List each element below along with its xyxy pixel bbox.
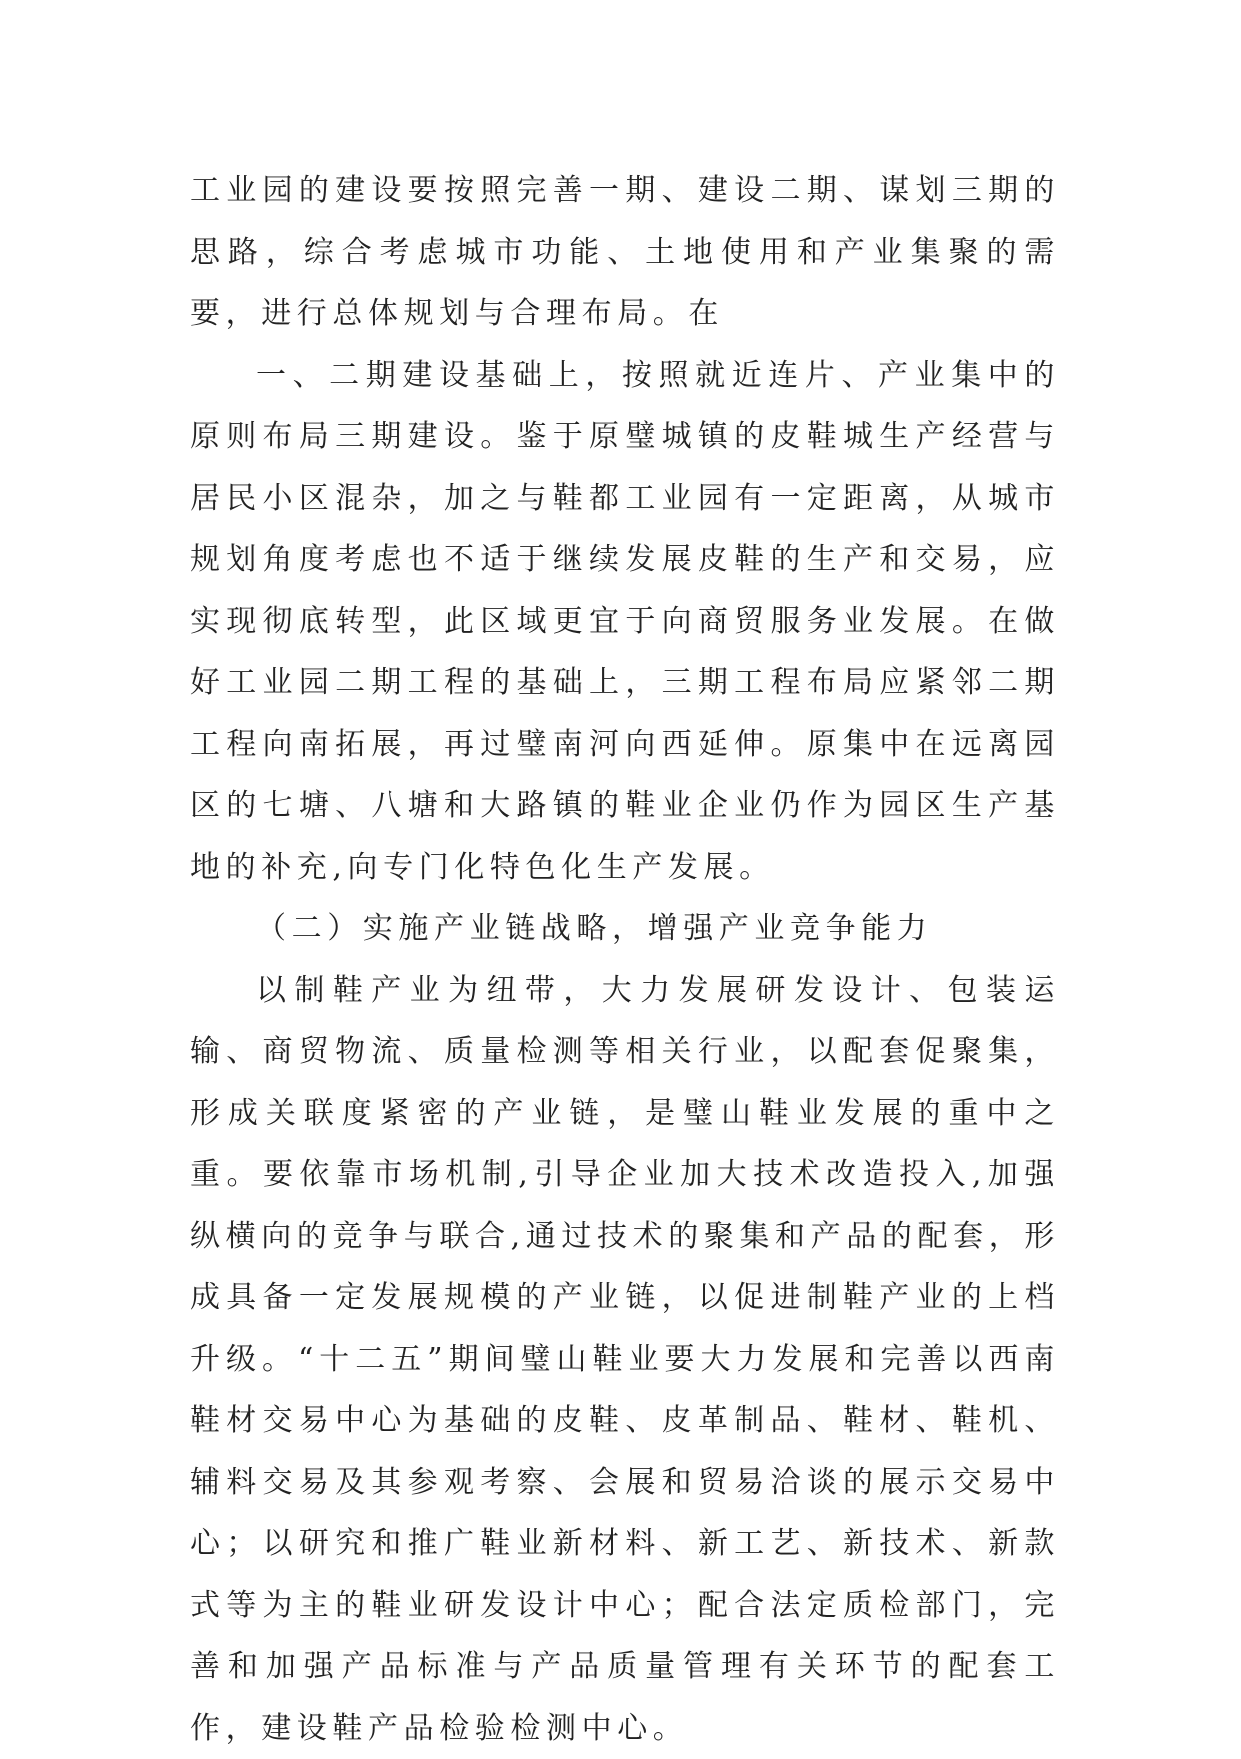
paragraph-intro: 工业园的建设要按照完善一期、建设二期、谋划三期的思路，综合考虑城市功能、土地使用和产业集聚的需要，进行总体规划与合理布局。在 [190, 160, 1060, 345]
section-heading: （二）实施产业链战略，增强产业竞争能力 [190, 898, 1060, 960]
paragraph-layout: 一、二期建设基础上，按照就近连片、产业集中的原则布局三期建设。鉴于原璧城镇的皮鞋城生产经营与居民小区混杂，加之与鞋都工业园有一定距离，从城市规划角度考虑也不适于继续发展皮鞋的生产和交易，应实现彻底转型，此区域更宜于向商贸服务业发展。在做好工业园二期工程的基础上，三期工程布局应紧邻二期工程向南拓展，再过璧南河向西延伸。原集中在远离园区的七塘、八塘和大路镇的鞋业企业仍作为园区生产基地的补充,向专门化特色化生产发展。 [190, 345, 1060, 899]
document-body [190, 160, 1060, 1759]
paragraph-industry-chain: 以制鞋产业为纽带，大力发展研发设计、包装运输、商贸物流、质量检测等相关行业，以配套促聚集，形成关联度紧密的产业链，是璧山鞋业发展的重中之重。要依靠市场机制,引导企业加大技术改造投入,加强纵横向的竞争与联合,通过技术的聚集和产品的配套，形成具备一定发展规模的产业链，以促进制鞋产业的上档升级。“十二五”期间璧山鞋业要大力发展和完善以西南鞋材交易中心为基础的皮鞋、皮革制品、鞋材、鞋机、辅料交易及其参观考察、会展和贸易洽谈的展示交易中心；以研究和推广鞋业新材料、新工艺、新技术、新款式等为主的鞋业研发设计中心；配合法定质检部门，完善和加强产品标准与产品质量管理有关环节的配套工作，建设鞋产品检验检测中心。 [190, 960, 1060, 1759]
